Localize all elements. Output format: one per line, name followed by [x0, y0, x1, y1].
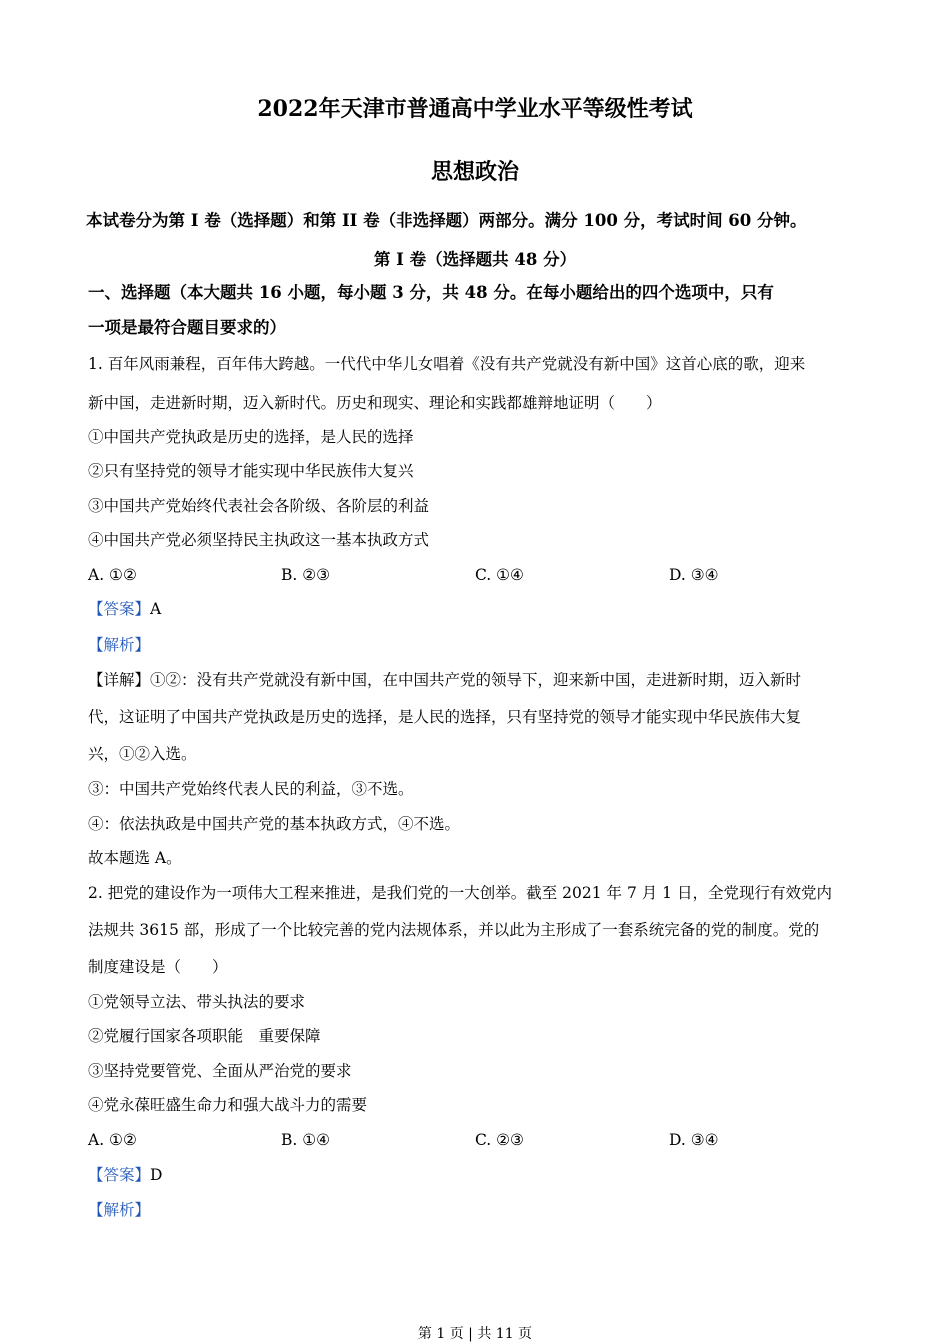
- q2-option-a: A. ①②: [88, 1131, 137, 1149]
- q2-option-d: D. ③④: [669, 1131, 719, 1149]
- q1-option-b: B. ②③: [281, 566, 331, 584]
- q2-item-4: ④党永葆旺盛生命力和强大战斗力的需要: [88, 1096, 368, 1114]
- q2-stem-line3: 制度建设是（ ）: [88, 958, 228, 976]
- q1-item-3: ③中国共产党始终代表社会各阶级、各阶层的利益: [88, 497, 430, 515]
- q2-stem-line1: 2. 把党的建设作为一项伟大工程来推进，是我们党的一大创举。截至 2021 年 7 月 1 日，全党现行有效党内: [88, 884, 832, 902]
- part1-title: 第 I 卷（选择题共 48 分）: [373, 250, 577, 269]
- q1-detail-line5: ④：依法执政是中国共产党的基本执政方式，④不选。: [88, 815, 461, 833]
- q1-detail-line1: [88, 670, 801, 690]
- answer-value: D: [150, 1166, 163, 1184]
- exam-intro: 本试卷分为第 I 卷（选择题）和第 II 卷（非选择题）两部分。满分 100 分，考试时间 60 分钟。: [86, 211, 807, 230]
- q2-stem-line2: 法规共 3615 部，形成了一个比较完善的党内法规体系，并以此为主形成了一套系统完备的党的制度。党的: [88, 921, 820, 939]
- q1-item-2: ②只有坚持党的领导才能实现中华民族伟大复兴: [88, 462, 414, 480]
- q1-stem-line1: 1. 百年风雨兼程，百年伟大跨越。一代代中华儿女唱着《没有共产党就没有新中国》这首心底的歌，迎来: [88, 355, 806, 373]
- q2-answer: [88, 1165, 162, 1185]
- q2-option-c: C. ②③: [475, 1131, 524, 1149]
- q2-item-3: ③坚持党要管党、全面从严治党的要求: [88, 1062, 352, 1080]
- exam-subject: 思想政治: [430, 159, 519, 185]
- q2-analysis-tag: 【解析】: [88, 1201, 151, 1219]
- q1-stem-line2: 新中国，走进新时期，迈入新时代。历史和现实、理论和实践都雄辩地证明（ ）: [88, 394, 662, 412]
- q1-option-a: A. ①②: [88, 566, 137, 584]
- q1-conclusion: 故本题选 A。: [88, 849, 182, 867]
- q1-analysis-tag: 【解析】: [88, 636, 151, 654]
- detail-text: ①②：没有共产党就没有新中国，在中国共产党的领导下，迎来新中国，走进新时期，迈入新时: [150, 671, 802, 689]
- answer-tag: 【答案】: [88, 1166, 151, 1184]
- q1-option-d: D. ③④: [669, 566, 719, 584]
- q2-item-1: ①党领导立法、带头执法的要求: [88, 993, 306, 1011]
- q1-item-1: ①中国共产党执政是历史的选择，是人民的选择: [88, 428, 414, 446]
- section-heading-line2: 一项是最符合题目要求的）: [88, 318, 286, 337]
- answer-tag: 【答案】: [88, 600, 151, 618]
- q2-item-2: ②党履行国家各项职能 重要保障: [88, 1027, 321, 1045]
- q1-option-c: C. ①④: [475, 566, 524, 584]
- exam-title: 2022年天津市普通高中学业水平等级性考试: [257, 96, 693, 122]
- q1-answer: [88, 599, 161, 619]
- answer-value: A: [150, 600, 162, 618]
- q2-option-b: B. ①④: [281, 1131, 331, 1149]
- q1-detail-line2: 代，这证明了中国共产党执政是历史的选择，是人民的选择，只有坚持党的领导才能实现中华民族伟大复: [88, 708, 802, 726]
- q1-item-4: ④中国共产党必须坚持民主执政这一基本执政方式: [88, 531, 430, 549]
- q1-detail-line4: ③：中国共产党始终代表人民的利益，③不选。: [88, 780, 414, 798]
- section-heading-line1: 一、选择题（本大题共 16 小题，每小题 3 分，共 48 分。在每小题给出的四个选项中，只有: [88, 283, 774, 302]
- page-footer: 第 1 页 | 共 11 页: [417, 1326, 533, 1342]
- detail-tag: 【详解】: [88, 671, 151, 689]
- q1-detail-line3: 兴，①②入选。: [88, 745, 197, 763]
